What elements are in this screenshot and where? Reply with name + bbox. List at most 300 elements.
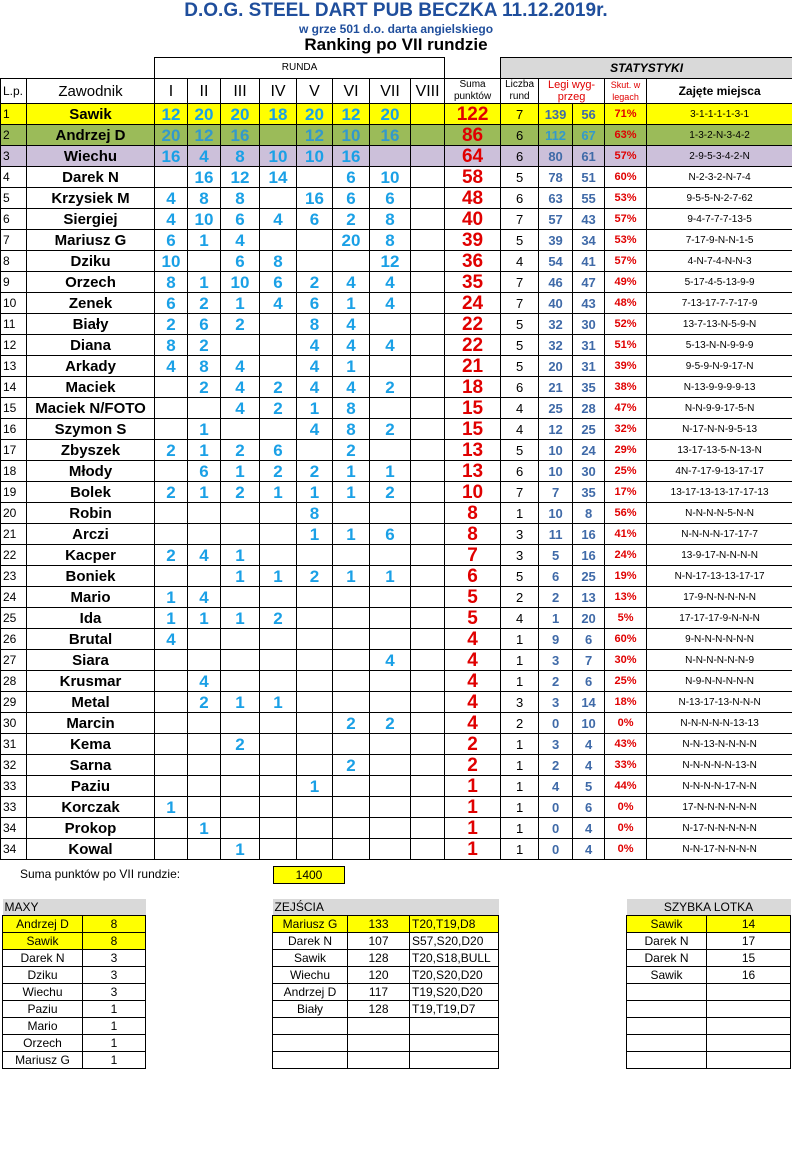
round-score — [155, 503, 188, 524]
position-cell: 22 — [1, 545, 27, 566]
round-score: 4 — [297, 335, 333, 356]
round-score — [221, 587, 260, 608]
rounds-count: 7 — [501, 209, 539, 230]
places-taken: 7-13-17-7-7-17-9 — [647, 293, 792, 314]
round-header: V — [297, 79, 333, 104]
rounds-count: 4 — [501, 608, 539, 629]
maxy-name: Sawik — [3, 933, 83, 950]
table-row — [1, 608, 792, 629]
round-score — [411, 545, 445, 566]
leg-efficiency: 0% — [605, 713, 647, 734]
player-name: Szymon S — [27, 419, 155, 440]
round-score — [411, 797, 445, 818]
legs-lost: 8 — [573, 503, 605, 524]
zejscia-combo — [410, 1052, 499, 1069]
round-score — [411, 356, 445, 377]
places-taken: N-N-N-N-N-13-N — [647, 755, 792, 776]
zawodnik-header: Zawodnik — [27, 79, 155, 104]
maxy-value: 3 — [83, 967, 146, 984]
player-name: Zbyszek — [27, 440, 155, 461]
round-score — [297, 608, 333, 629]
places-taken: N-N-17-13-13-17-17 — [647, 566, 792, 587]
szybka-value — [707, 984, 791, 1001]
legs-lost: 6 — [573, 797, 605, 818]
round-score: 2 — [297, 272, 333, 293]
round-score: 1 — [370, 566, 411, 587]
round-score — [297, 818, 333, 839]
round-score: 2 — [260, 377, 297, 398]
round-score: 1 — [155, 797, 188, 818]
position-cell: 20 — [1, 503, 27, 524]
round-score — [297, 650, 333, 671]
round-score — [411, 104, 445, 125]
maxy-name: Wiechu — [3, 984, 83, 1001]
position-cell: 33 — [1, 797, 27, 818]
legs-won: 32 — [539, 335, 573, 356]
position-cell: 4 — [1, 167, 27, 188]
round-score: 6 — [260, 272, 297, 293]
list-item — [3, 984, 146, 1001]
round-score — [155, 650, 188, 671]
round-score — [411, 335, 445, 356]
position-cell: 23 — [1, 566, 27, 587]
table-row — [1, 713, 792, 734]
rounds-count: 3 — [501, 545, 539, 566]
round-score: 2 — [155, 545, 188, 566]
round-score — [411, 776, 445, 797]
round-score — [155, 398, 188, 419]
position-cell: 18 — [1, 461, 27, 482]
round-score — [411, 503, 445, 524]
rounds-count: 1 — [501, 818, 539, 839]
round-score — [333, 251, 370, 272]
legs-won: 0 — [539, 713, 573, 734]
zejscia-name: Wiechu — [273, 967, 348, 984]
places-taken: 9-5-5-N-2-7-62 — [647, 188, 792, 209]
round-score: 2 — [188, 377, 221, 398]
round-score: 4 — [155, 356, 188, 377]
round-score — [370, 734, 411, 755]
places-taken: 17-N-N-N-N-N-N — [647, 797, 792, 818]
round-score — [411, 167, 445, 188]
position-cell: 30 — [1, 713, 27, 734]
legs-lost: 43 — [573, 293, 605, 314]
position-cell: 21 — [1, 524, 27, 545]
round-score — [221, 713, 260, 734]
leg-efficiency: 17% — [605, 482, 647, 503]
round-score — [370, 776, 411, 797]
table-row — [1, 461, 792, 482]
round-score: 4 — [370, 335, 411, 356]
round-score: 2 — [155, 314, 188, 335]
leg-efficiency: 53% — [605, 230, 647, 251]
player-name: Kowal — [27, 839, 155, 860]
legs-lost: 6 — [573, 671, 605, 692]
maxy-value: 8 — [83, 916, 146, 933]
round-score — [188, 650, 221, 671]
round-score: 1 — [260, 482, 297, 503]
round-score — [370, 440, 411, 461]
leg-efficiency: 32% — [605, 419, 647, 440]
zejscia-value — [348, 1052, 410, 1069]
round-score — [221, 797, 260, 818]
round-score — [260, 335, 297, 356]
maxy-value: 3 — [83, 950, 146, 967]
points-sum: 1 — [445, 839, 501, 860]
zejscia-value: 128 — [348, 1001, 410, 1018]
legs-lost: 43 — [573, 209, 605, 230]
round-score — [411, 587, 445, 608]
round-score — [411, 419, 445, 440]
round-score — [411, 314, 445, 335]
legs-lost: 30 — [573, 314, 605, 335]
zejscia-combo — [410, 1018, 499, 1035]
leg-efficiency: 25% — [605, 671, 647, 692]
round-score — [155, 419, 188, 440]
zejscia-value: 120 — [348, 967, 410, 984]
legs-lost: 47 — [573, 272, 605, 293]
round-score — [221, 776, 260, 797]
round-score: 4 — [188, 671, 221, 692]
legs-lost: 28 — [573, 398, 605, 419]
places-taken: N-N-N-N-N-N-9 — [647, 650, 792, 671]
places-taken: 1-3-2-N-3-4-2 — [647, 125, 792, 146]
rounds-count: 2 — [501, 713, 539, 734]
round-score — [297, 692, 333, 713]
maxy-value: 1 — [83, 1052, 146, 1069]
position-cell: 26 — [1, 629, 27, 650]
round-score — [411, 608, 445, 629]
round-score — [188, 839, 221, 860]
round-score — [370, 797, 411, 818]
rounds-count: 1 — [501, 797, 539, 818]
round-score: 20 — [333, 230, 370, 251]
list-item — [627, 1052, 791, 1069]
list-item — [3, 967, 146, 984]
table-row — [1, 440, 792, 461]
rounds-count: 3 — [501, 524, 539, 545]
maxy-value: 1 — [83, 1018, 146, 1035]
player-name: Krzysiek M — [27, 188, 155, 209]
round-score: 8 — [370, 209, 411, 230]
points-sum: 6 — [445, 566, 501, 587]
list-item — [273, 1052, 499, 1069]
list-item — [3, 950, 146, 967]
position-cell: 8 — [1, 251, 27, 272]
player-name: Ida — [27, 608, 155, 629]
player-name: Prokop — [27, 818, 155, 839]
rounds-count: 1 — [501, 503, 539, 524]
leg-efficiency: 49% — [605, 272, 647, 293]
round-score — [411, 461, 445, 482]
rounds-count: 1 — [501, 650, 539, 671]
round-score — [260, 188, 297, 209]
round-score — [370, 629, 411, 650]
player-name: Diana — [27, 335, 155, 356]
points-sum: 86 — [445, 125, 501, 146]
round-score — [260, 629, 297, 650]
rounds-count: 4 — [501, 251, 539, 272]
round-score — [155, 566, 188, 587]
szybka-name: Sawik — [627, 967, 707, 984]
points-sum: 22 — [445, 314, 501, 335]
player-name: Paziu — [27, 776, 155, 797]
rounds-count: 7 — [501, 482, 539, 503]
round-score: 1 — [155, 608, 188, 629]
leg-efficiency: 33% — [605, 755, 647, 776]
zejscia-combo: T20,S20,D20 — [410, 967, 499, 984]
round-score: 1 — [333, 356, 370, 377]
legs-lost: 35 — [573, 377, 605, 398]
points-sum: 21 — [445, 356, 501, 377]
rounds-count: 1 — [501, 755, 539, 776]
table-row — [1, 125, 792, 146]
places-taken: N-13-17-13-N-N-N — [647, 692, 792, 713]
szybka-name — [627, 1001, 707, 1018]
table-row — [1, 272, 792, 293]
round-score: 20 — [297, 104, 333, 125]
round-score: 4 — [333, 314, 370, 335]
round-score: 4 — [297, 377, 333, 398]
position-cell: 25 — [1, 608, 27, 629]
position-cell: 19 — [1, 482, 27, 503]
position-cell: 17 — [1, 440, 27, 461]
round-score: 8 — [155, 272, 188, 293]
legs-won: 1 — [539, 608, 573, 629]
round-score — [370, 398, 411, 419]
table-row — [1, 545, 792, 566]
points-sum: 40 — [445, 209, 501, 230]
round-score: 6 — [221, 209, 260, 230]
round-score — [188, 503, 221, 524]
maxy-title: MAXY — [3, 899, 146, 916]
leg-efficiency: 56% — [605, 503, 647, 524]
round-score — [260, 713, 297, 734]
position-cell: 15 — [1, 398, 27, 419]
round-score — [221, 755, 260, 776]
round-score: 4 — [297, 356, 333, 377]
list-item — [273, 967, 499, 984]
list-item — [3, 1001, 146, 1018]
position-cell: 31 — [1, 734, 27, 755]
leg-efficiency: 19% — [605, 566, 647, 587]
round-score: 2 — [333, 209, 370, 230]
page-subtitle: w grze 501 d.o. darta angielskiego — [298, 22, 494, 36]
legs-won: 139 — [539, 104, 573, 125]
round-score — [297, 167, 333, 188]
leg-efficiency: 13% — [605, 587, 647, 608]
round-score: 2 — [370, 482, 411, 503]
points-sum: 1 — [445, 776, 501, 797]
player-name: Biały — [27, 314, 155, 335]
round-score: 1 — [333, 566, 370, 587]
round-score — [260, 797, 297, 818]
round-score: 2 — [370, 419, 411, 440]
round-score: 1 — [333, 524, 370, 545]
round-score: 2 — [221, 314, 260, 335]
zejscia-combo: T19,T19,D7 — [410, 1001, 499, 1018]
szybka-value — [707, 1001, 791, 1018]
round-score — [155, 818, 188, 839]
places-taken: N-N-13-N-N-N-N — [647, 734, 792, 755]
table-row — [1, 503, 792, 524]
round-header: I — [155, 79, 188, 104]
places-taken: N-N-N-N-5-N-N — [647, 503, 792, 524]
szybka-value — [707, 1052, 791, 1069]
rounds-count: 1 — [501, 629, 539, 650]
round-score — [370, 608, 411, 629]
position-cell: 10 — [1, 293, 27, 314]
round-score — [260, 776, 297, 797]
round-score: 1 — [188, 419, 221, 440]
zejscia-value: 133 — [348, 916, 410, 933]
round-score: 1 — [188, 818, 221, 839]
leg-efficiency: 57% — [605, 146, 647, 167]
szybka-value: 15 — [707, 950, 791, 967]
round-score — [297, 734, 333, 755]
legs-lost: 20 — [573, 608, 605, 629]
round-score — [333, 608, 370, 629]
points-sum: 13 — [445, 461, 501, 482]
places-taken: N-N-N-N-17-N-N — [647, 776, 792, 797]
position-cell: 11 — [1, 314, 27, 335]
legs-lost: 4 — [573, 755, 605, 776]
table-row — [1, 671, 792, 692]
round-score — [370, 314, 411, 335]
round-score: 12 — [370, 251, 411, 272]
round-score — [260, 734, 297, 755]
round-score — [411, 377, 445, 398]
legs-won: 2 — [539, 587, 573, 608]
rounds-count: 4 — [501, 398, 539, 419]
round-score: 10 — [370, 167, 411, 188]
round-score: 16 — [155, 146, 188, 167]
player-name: Marcin — [27, 713, 155, 734]
player-name: Korczak — [27, 797, 155, 818]
round-score: 6 — [370, 524, 411, 545]
points-sum: 22 — [445, 335, 501, 356]
table-row — [1, 755, 792, 776]
szybka-value: 14 — [707, 916, 791, 933]
round-header: VI — [333, 79, 370, 104]
round-score: 1 — [297, 776, 333, 797]
round-score — [221, 818, 260, 839]
round-score: 12 — [333, 104, 370, 125]
wyg-label: wyg- — [571, 79, 596, 91]
places-taken: N-N-N-N-N-13-13 — [647, 713, 792, 734]
leg-efficiency: 57% — [605, 209, 647, 230]
player-name: Zenek — [27, 293, 155, 314]
round-score: 8 — [297, 503, 333, 524]
player-name: Bolek — [27, 482, 155, 503]
round-score — [260, 230, 297, 251]
zejscia-name — [273, 1018, 348, 1035]
round-score — [411, 629, 445, 650]
rounds-count: 1 — [501, 671, 539, 692]
table-row — [1, 398, 792, 419]
points-sum: 36 — [445, 251, 501, 272]
round-score: 1 — [221, 545, 260, 566]
zejscia-combo: S57,S20,D20 — [410, 933, 499, 950]
round-score: 8 — [333, 419, 370, 440]
round-score — [333, 650, 370, 671]
legs-won: 7 — [539, 482, 573, 503]
places-taken: N-N-N-N-17-17-7 — [647, 524, 792, 545]
player-name: Arkady — [27, 356, 155, 377]
round-score — [188, 524, 221, 545]
round-score — [155, 461, 188, 482]
statystyki-header: STATYSTYKI — [501, 58, 792, 79]
position-cell: 13 — [1, 356, 27, 377]
zejscia-value: 107 — [348, 933, 410, 950]
round-score: 10 — [221, 272, 260, 293]
total-label: Suma punktów po VII rundzie: — [20, 867, 181, 881]
round-score — [333, 839, 370, 860]
round-score: 2 — [155, 482, 188, 503]
legi-label: Legi — [548, 79, 569, 91]
round-score: 1 — [297, 398, 333, 419]
round-score: 4 — [333, 335, 370, 356]
round-score — [260, 503, 297, 524]
places-taken: 9-N-N-N-N-N-N — [647, 629, 792, 650]
rounds-count: 2 — [501, 587, 539, 608]
rounds-count: 1 — [501, 839, 539, 860]
rounds-count: 6 — [501, 125, 539, 146]
round-score — [370, 692, 411, 713]
places-taken: 13-9-17-N-N-N-N — [647, 545, 792, 566]
maxy-name: Orzech — [3, 1035, 83, 1052]
legs-lost: 6 — [573, 629, 605, 650]
legs-lost: 24 — [573, 440, 605, 461]
round-score: 16 — [333, 146, 370, 167]
legs-won: 80 — [539, 146, 573, 167]
rounds-count: 5 — [501, 440, 539, 461]
round-score — [333, 692, 370, 713]
places-taken: 9-5-9-N-9-17-N — [647, 356, 792, 377]
round-score: 1 — [221, 293, 260, 314]
round-score: 8 — [221, 146, 260, 167]
round-score — [260, 587, 297, 608]
list-item — [273, 1018, 499, 1035]
points-sum: 4 — [445, 629, 501, 650]
player-name: Brutal — [27, 629, 155, 650]
round-score: 1 — [333, 293, 370, 314]
player-name: Robin — [27, 503, 155, 524]
position-cell: 2 — [1, 125, 27, 146]
round-score — [411, 209, 445, 230]
points-sum: 8 — [445, 524, 501, 545]
points-sum: 48 — [445, 188, 501, 209]
szybka-name: Darek N — [627, 933, 707, 950]
total-points-line — [0, 866, 792, 884]
round-score — [260, 545, 297, 566]
legs-won: 32 — [539, 314, 573, 335]
player-name: Sarna — [27, 755, 155, 776]
round-score — [155, 167, 188, 188]
round-score — [188, 734, 221, 755]
table-row — [1, 419, 792, 440]
total-value: 1400 — [273, 866, 345, 884]
round-score: 2 — [188, 293, 221, 314]
rounds-count: 7 — [501, 293, 539, 314]
zejscia-combo: T20,S18,BULL — [410, 950, 499, 967]
legs-won: 10 — [539, 461, 573, 482]
places-taken: N-N-17-N-N-N-N — [647, 839, 792, 860]
round-score — [188, 251, 221, 272]
round-score: 4 — [188, 545, 221, 566]
round-score — [333, 629, 370, 650]
legs-lost: 13 — [573, 587, 605, 608]
